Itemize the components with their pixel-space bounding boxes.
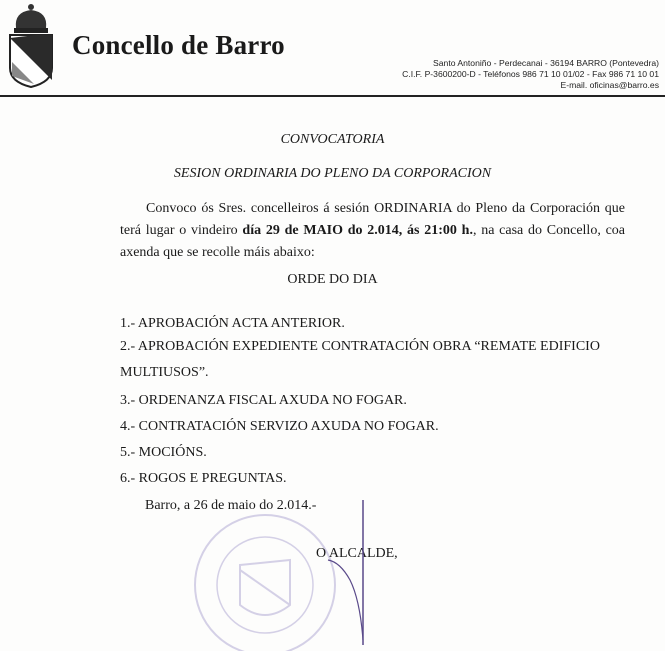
- agenda-item: 6.- ROGOS E PREGUNTAS.: [120, 471, 287, 486]
- agenda-item: 4.- CONTRATACIÓN SERVIZO AXUDA NO FOGAR.: [120, 419, 439, 434]
- intro-paragraph: [120, 198, 625, 264]
- organization-name: Concello de Barro: [72, 30, 285, 60]
- agenda-item: 2.- APROBACIÓN EXPEDIENTE CONTRATACIÓN OBRA “REMATE EDIFICIO: [120, 339, 600, 354]
- agenda-item: 1.- APROBACIÓN ACTA ANTERIOR.: [120, 316, 345, 331]
- handwritten-signature: [320, 500, 380, 651]
- address-line: Santo Antoniño - Perdecanai - 36194 BARRO (Pontevedra): [433, 58, 659, 68]
- contact-info: [402, 58, 659, 91]
- place-date: Barro, a 26 de maio do 2.014.-: [145, 498, 317, 513]
- coat-of-arms-logo: [6, 2, 56, 88]
- agenda-item: 5.- MOCIÓNS.: [120, 445, 207, 460]
- intro-text-end: , na casa do Concello, coa axenda que se recolle máis abaixo:: [120, 223, 626, 260]
- signatory-label: O ALCALDE,: [316, 546, 398, 561]
- official-seal-stamp: [190, 510, 340, 651]
- header-divider: [0, 95, 665, 97]
- agenda-item-continuation: MULTIUSOS”.: [120, 365, 209, 380]
- phone-line: C.I.F. P-3600200-D - Teléfonos 986 71 10 01/02 - Fax 986 71 10 01: [402, 69, 659, 79]
- document-title: CONVOCATORIA: [280, 132, 385, 147]
- agenda-heading: ORDE DO DIA: [287, 272, 378, 287]
- agenda-item: 3.- ORDENANZA FISCAL AXUDA NO FOGAR.: [120, 393, 407, 408]
- meeting-datetime: día 29 de MAIO do 2.014, ás 21:00 h.: [242, 223, 473, 238]
- document-subtitle: SESION ORDINARIA DO PLENO DA CORPORACION: [173, 166, 492, 181]
- email-line: E-mail. oficinas@barro.es: [560, 80, 659, 90]
- intro-text: Convoco ós Sres. concelleiros á sesión ORDINARIA do Pleno da Corporación que terá lugar o vindeiro: [120, 201, 625, 238]
